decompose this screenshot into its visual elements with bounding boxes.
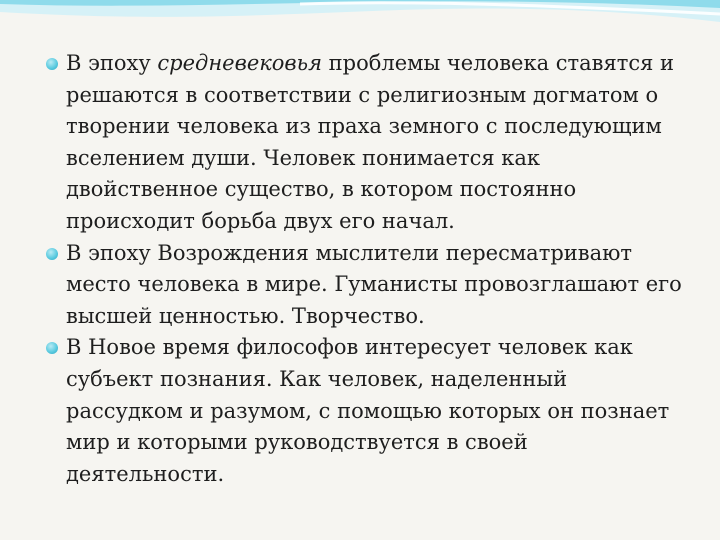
slide-content	[46, 48, 686, 490]
bullet-text: В Новое время философов интересует человек как субъект познания. Как человек, наделенный рассудком и разумом, с помощью которых он познает мир и которыми руководствуется в своей деятельности.	[66, 335, 670, 486]
bullet-text: В эпоху	[66, 51, 158, 75]
bullet-middle-ages	[46, 48, 686, 238]
bullet-modern-era	[46, 332, 686, 490]
bullet-dot-icon	[46, 248, 58, 260]
bullet-dot-icon	[46, 342, 58, 354]
bullet-dot-icon	[46, 58, 58, 70]
bullet-emphasis: средневековья	[157, 51, 322, 75]
bullet-text: проблемы человека ставятся и решаются в соответствии с религиозным догматом о творении человека из праха земного с последующим вселением души. Человек понимается как двойственное существо, в котором постоянно происходит борьба двух его начал.	[66, 51, 675, 233]
bullet-text: В эпоху Возрождения мыслители пересматривают место человека в мире. Гуманисты провозглашают его высшей ценностью. Творчество.	[66, 240, 682, 328]
bullet-renaissance	[46, 238, 686, 333]
bullet-list	[46, 48, 686, 490]
